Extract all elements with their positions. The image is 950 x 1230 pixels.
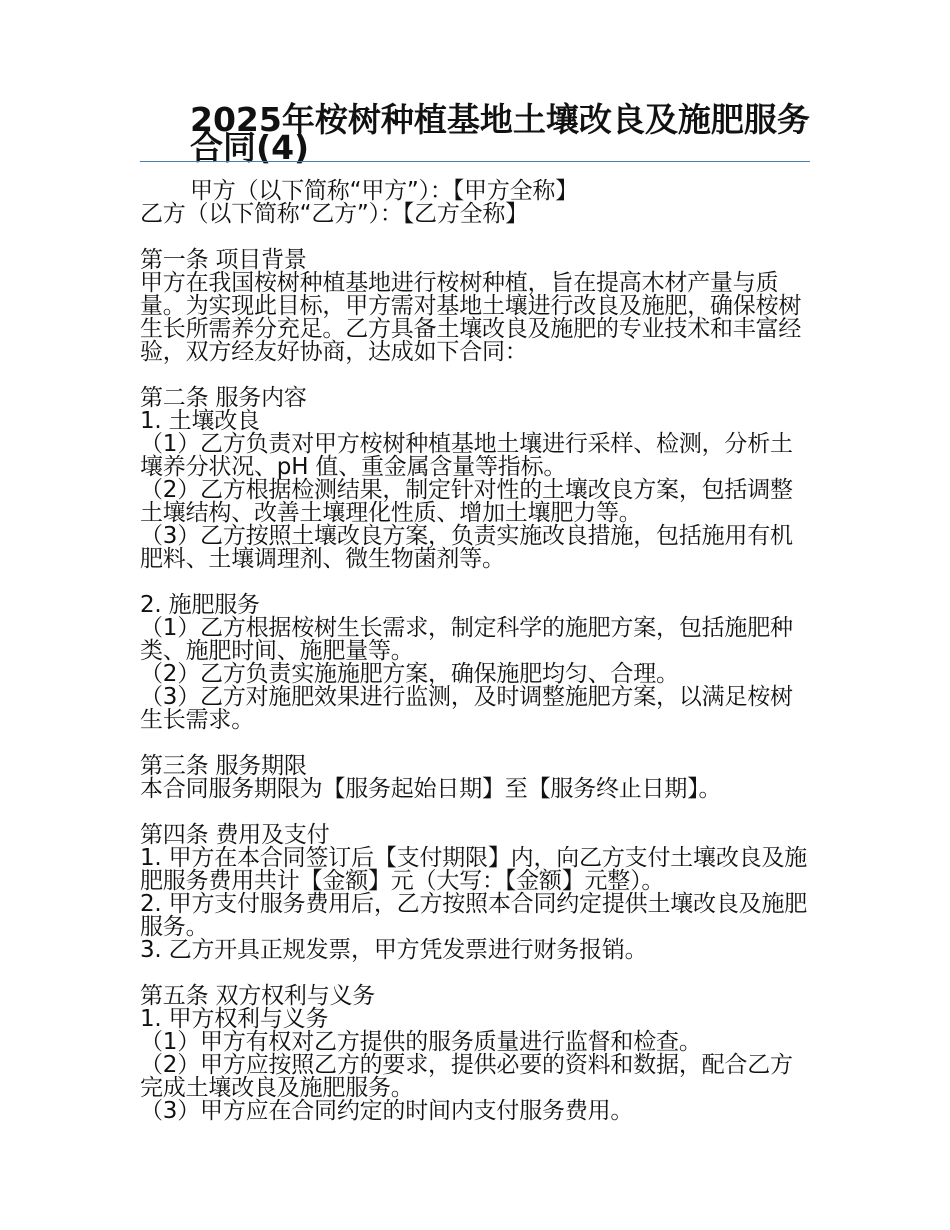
party-a-line: 甲方（以下简称“甲方”）：【甲方全称】: [190, 178, 579, 204]
party-b-line: 乙方（以下简称“乙方”）：【乙方全称】: [140, 201, 529, 227]
section-5-heading: 第五条 双方权利与义务: [140, 983, 376, 1009]
section-2-sub1-item-2: （2）乙方根据检测结果，制定针对性的土壤改良方案，包括调整土壤结构、改善土壤理化性质、增加土壤肥力等。: [140, 477, 793, 526]
section-5-sub1: 1. 甲方权利与义务: [140, 1006, 329, 1032]
section-4-item-1: 1. 甲方在本合同签订后【支付期限】内，向乙方支付土壤改良及施肥服务费用共计【金额】元（大写：【金额】元整）。: [140, 845, 808, 894]
section-4-item-2: 2. 甲方支付服务费用后，乙方按照本合同约定提供土壤改良及施肥服务。: [140, 891, 808, 940]
document-body: [140, 180, 812, 1123]
section-4-heading: 第四条 费用及支付: [140, 822, 330, 848]
document-title: 2025年桉树种植基地土壤改良及施肥服务合同(4): [190, 100, 810, 167]
section-3-heading: 第三条 服务期限: [140, 753, 307, 779]
section-1-text: 甲方在我国桉树种植基地进行桉树种植，旨在提高木材产量与质量。为实现此目标，甲方需对基地土壤进行改良及施肥，确保桉树生长所需养分充足。乙方具备土壤改良及施肥的专业技术和丰富经验，双方经友好协商，达成如下合同：: [140, 270, 802, 365]
section-3-text: 本合同服务期限为【服务起始日期】至【服务终止日期】。: [140, 776, 722, 802]
title-divider: [140, 161, 810, 162]
section-5-sub1-item-1: （1）甲方有权对乙方提供的服务质量进行监督和检查。: [140, 1029, 702, 1055]
section-2-sub2: 2. 施肥服务: [140, 592, 260, 618]
section-2-sub1-item-3: （3）乙方按照土壤改良方案，负责实施改良措施，包括施用有机肥料、土壤调理剂、微生物菌剂等。: [140, 523, 793, 572]
section-1-heading: 第一条 项目背景: [140, 247, 307, 273]
section-2-sub2-item-3: （3）乙方对施肥效果进行监测，及时调整施肥方案，以满足桉树生长需求。: [140, 684, 793, 733]
section-2-sub1-item-1: （1）乙方负责对甲方桉树种植基地土壤进行采样、检测，分析土壤养分状况、pH 值、重金属含量等指标。: [140, 431, 793, 480]
section-2-heading: 第二条 服务内容: [140, 385, 307, 411]
section-5-sub1-item-2: （2）甲方应按照乙方的要求，提供必要的资料和数据，配合乙方完成土壤改良及施肥服务。: [140, 1052, 793, 1101]
section-2-sub1: 1. 土壤改良: [140, 408, 260, 434]
section-2-sub2-item-1: （1）乙方根据桉树生长需求，制定科学的施肥方案，包括施肥种类、施肥时间、施肥量等。: [140, 615, 793, 664]
section-4-item-3: 3. 乙方开具正规发票，甲方凭发票进行财务报销。: [140, 937, 648, 963]
section-2-sub2-item-2: （2）乙方负责实施施肥方案，确保施肥均匀、合理。: [140, 661, 679, 687]
section-5-sub1-item-3: （3）甲方应在合同约定的时间内支付服务费用。: [140, 1098, 634, 1124]
